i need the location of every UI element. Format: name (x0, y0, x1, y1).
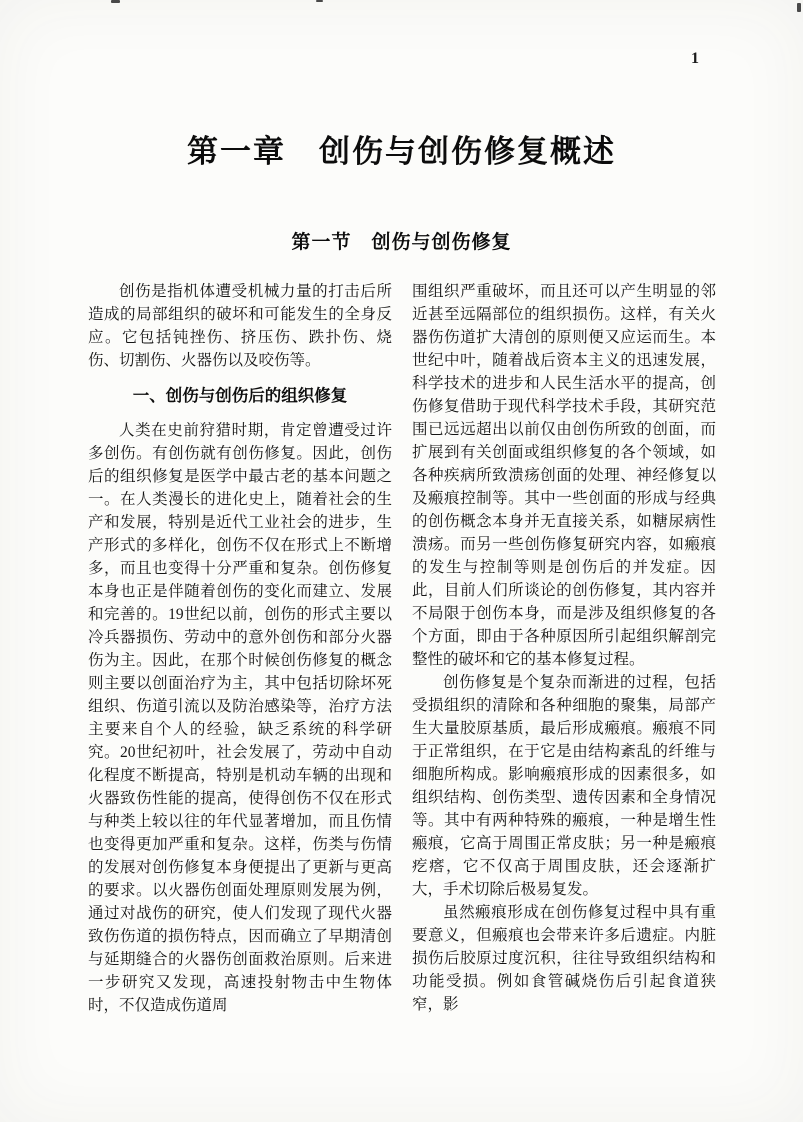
paragraph-scar-formation: 创伤修复是个复杂而渐进的过程，包括受损组织的清除和各种细胞的聚集，局部产生大量胶原基质，最后形成瘢痕。瘢痕不同于正常组织，在于它是由结构紊乱的纤维与细胞所构成。影响瘢痕形成的因素很多，如组织结构、创伤类型、遗传因素和全身情况等。其中有两种特殊的瘢痕，一种是增生性瘢痕，它高于周围正常皮肤；另一种是瘢痕疙瘩，它不仅高于周围皮肤，还会逐渐扩大，手术切除后极易复发。 (412, 674, 716, 898)
subsection-heading-tissue-repair: 一、创伤与创伤后的组织修复 (132, 387, 348, 405)
left-column (88, 280, 392, 1017)
scan-artifact (797, 3, 801, 12)
paragraph-scar-significance: 虽然瘢痕形成在创伤修复过程中具有重要意义，但瘢痕也会带来许多后遗症。内脏损伤后胶原过度沉积，往往导致组织结构和功能受损。例如食管碱烧伤后引起食道狭窄，影 (412, 904, 716, 1013)
section-title: 第一节 创伤与创伤修复 (291, 232, 512, 253)
paragraph-repair-history: 人类在史前狩猎时期，肯定曾遭受过许多创伤。有创伤就有创伤修复。因此，创伤后的组织修复是医学中最古老的基本问题之一。在人类漫长的进化史上，随着社会的生产和发展，特别是近代工业社会的进步，生产形式的多样化，创伤不仅在形式上不断增多，而且也变得十分严重和复杂。创伤修复本身也正是伴随着创伤的变化而建立、发展和完善的。19世纪以前，创伤的形式主要以冷兵器损伤、劳动中的意外创伤和部分火器伤为主。因此，在那个时候创伤修复的概念则主要以创面治疗为主，其中包括切除坏死组织、伤道引流以及防治感染等，治疗方法主要来自个人的经验，缺乏系统的科学研究。20世纪初叶，社会发展了，劳动中自动化程度不断提高，特别是机动车辆的出现和火器致伤性能的提高，使得创伤不仅在形式与种类上较以往的年代显著增加，而且伤情也变得更加严重和复杂。这样，伤类与伤情的发展对创伤修复本身便提出了更新与更高的要求。以火器伤创面处理原则发展为例，通过对战伤的研究，使人们发现了现代火器致伤伤道的损伤特点，因而确立了早期清创与延期缝合的火器伤创面救治原则。后来进一步研究又发现，高速投射物击中生物体时，不仅造成伤道周 (88, 422, 392, 1014)
chapter-title: 第一章 创伤与创伤修复概述 (187, 134, 616, 169)
paragraph-trauma-definition: 创伤是指机体遭受机械力量的打击后所造成的局部组织的破坏和可能发生的全身反应。它包括钝挫伤、挤压伤、跌扑伤、烧伤、切割伤、火器伤以及咬伤等。 (88, 283, 392, 369)
scan-artifact (111, 0, 120, 3)
right-column (412, 280, 716, 1017)
text-columns (0, 254, 803, 1017)
paragraph-repair-history-continued: 围组织严重破坏，而且还可以产生明显的邻近甚至远隔部位的组织损伤。这样，有关火器伤伤道扩大清创的原则便又应运而生。本世纪中叶，随着战后资本主义的迅速发展，科学技术的进步和人民生活水平的提高，创伤修复借助于现代科学技术手段，其研究范围已远远超出以前仅由创伤所致的创面，而扩展到有关创面或组织修复的各个领域，如各种疾病所致溃疡创面的处理、神经修复以及瘢痕控制等。其中一些创面的形成与经典的创伤概念本身并无直接关系，如糖尿病性溃疡。而另一些创伤修复研究内容，如瘢痕的发生与控制等则是创伤后的并发症。因此，目前人们所谈论的创伤修复，其内容并不局限于创伤本身，而是涉及组织修复的各个方面，即由于各种原因所引起组织解剖完整性的破坏和它的基本修复过程。 (412, 283, 716, 668)
scan-artifact (316, 0, 323, 2)
page-number: 1 (691, 50, 699, 67)
